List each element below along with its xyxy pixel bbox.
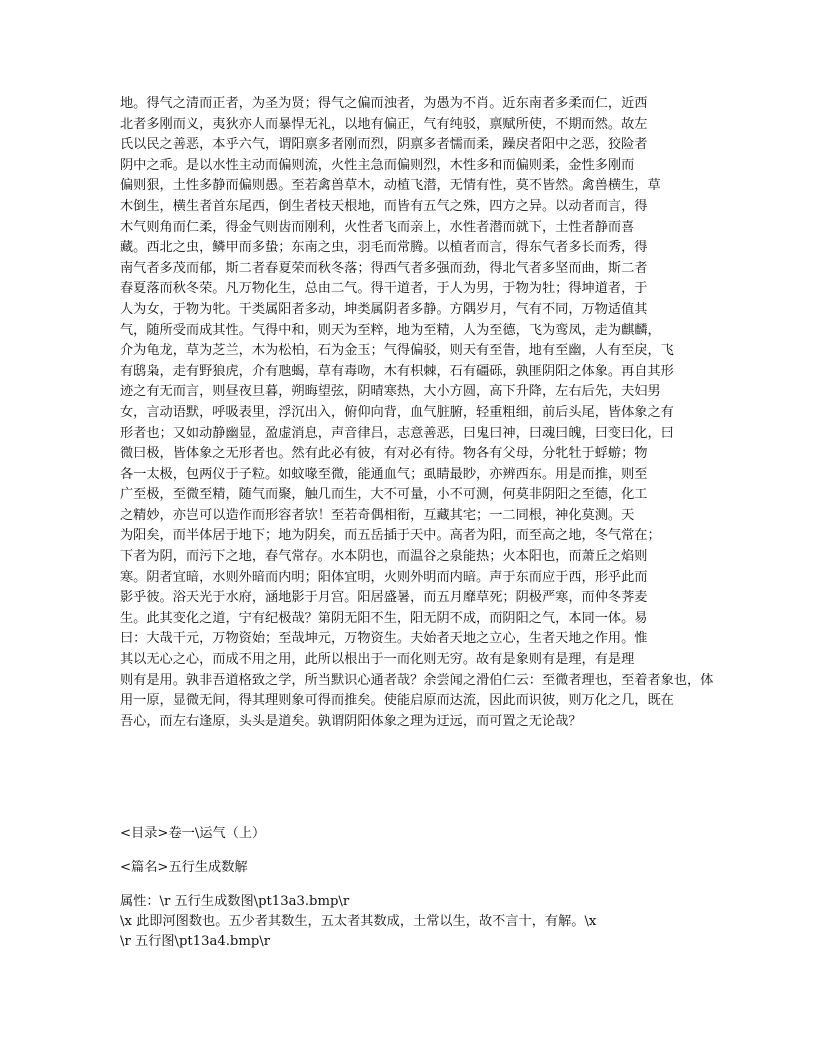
body-line: 有鸱枭，走有野狼虎，介有虺蝎，草有毒吻，木有枳棘，石有礓砾，孰匪阴阳之体象。再自其形	[120, 363, 674, 379]
body-line: 广至极，至微至精，随气而聚，触几而生，大不可量，小不可测，何莫非阴阳之至德，化工	[120, 487, 648, 503]
body-line: 影乎彼。浴天光于水府，涵地影于月宫。阳居盛暑，而五月靡草死；阴极严寒，而仲冬荠麦	[120, 590, 648, 606]
body-line: 春夏落而秋冬荣。凡万物化生，总由二气。得干道者，于人为男，于物为牡；得坤道者，于	[120, 281, 648, 297]
attribute-block	[120, 892, 596, 952]
body-line: 形者也；又如动静幽显，盈虚消息，声音律吕，志意善恶，曰鬼曰神，曰魂曰魄，曰变曰化，曰	[120, 425, 674, 441]
body-line: 下者为阴，而污下之地，春气常存。水本阴也，而温谷之泉能热；火本阳也，而萧丘之焰则	[120, 549, 648, 565]
body-line: 北者多刚而义，夷狄亦人而暴悍无礼，以地有偏正，气有纯驳，禀赋所使，不期而然。故左	[120, 116, 648, 132]
body-line: 则有是用。孰非吾道格致之学，所当默识心通者哉？余尝闻之滑伯仁云：至微者理也，至着者象也，体	[120, 672, 714, 688]
body-line: 阴中之乖。是以水性主动而偏则流，火性主急而偏则烈，木性多和而偏则柔，金性多刚而	[120, 157, 635, 173]
section-title: <篇名>五行生成数解	[120, 860, 248, 875]
body-line: 生。此其变化之道，宁有纪极哉？第阴无阳不生，阳无阴不成，而阴阳之气，本同一体。易	[120, 610, 648, 626]
body-line: 介为龟龙，草为芝兰，木为松柏，石为金玉；气得偏驳，则天有至眚，地有至幽，人有至戾，飞	[120, 343, 674, 359]
attribute-line: \r 五行图\pt13a4.bmp\r	[120, 934, 271, 949]
body-line: 各一太极，包两仪于子粒。如蚊喙至微，能通血气；虱睛最眇，亦辨西东。用是而推，则至	[120, 466, 648, 482]
body-text	[120, 94, 714, 732]
body-line: 用一原，显微无间，得其理则象可得而推矣。使能启原而达流，因此而识彼，则万化之几，既在	[120, 693, 674, 709]
body-line: 木倒生，横生者首东尾西，倒生者枝天根地，而皆有五气之殊，四方之异。以动者而言，得	[120, 198, 648, 214]
body-line: 微曰极，皆体象之无形者也。然有此必有彼，有对必有待。物各有父母，分牝牡于蜉蝣；物	[120, 446, 648, 462]
body-line: 寒。阴者宜暗，水则外暗而内明；阳体宜明，火则外明而内暗。声于东而应于西，形乎此而	[120, 569, 648, 585]
catalog-heading: <目录>卷一\运气（上）	[120, 826, 266, 841]
body-line: 气，随所受而成其性。气得中和，则天为至粹，地为至精，人为至德，飞为鸾凤，走为麒麟，	[120, 322, 661, 338]
body-line: 女，言动语默，呼吸表里，浮沉出入，俯仰向背，血气脏腑，轻重粗细，前后头尾，皆体象之有	[120, 404, 674, 420]
body-line: 氏以民之善恶，本乎六气，谓阳禀多者刚而烈，阴禀多者懦而柔，躁戾者阳中之恶，狡险者	[120, 137, 648, 153]
body-line: 南气者多茂而郁，斯二者春夏荣而秋冬落；得西气者多强而劲，得北气者多坚而曲，斯二者	[120, 260, 648, 276]
body-line: 偏则狠，土性多静而偏则愚。至若禽兽草木，动植飞潜，无情有性，莫不皆然。禽兽横生，草	[120, 178, 661, 194]
body-line: 藏。西北之虫，鳞甲而多蛰；东南之虫，羽毛而常腾。以植者而言，得东气者多长而秀，得	[120, 240, 648, 256]
body-line: 曰：大哉干元，万物资始；至哉坤元，万物资生。夫始者天地之立心，生者天地之作用。惟	[120, 631, 648, 647]
body-line: 吾心，而左右逢原，头头是道矣。孰谓阴阳体象之理为迂远，而可置之无论哉？	[120, 713, 582, 729]
body-line: 之精妙，亦岂可以造作而形容者欤！至若奇偶相衔，互藏其宅；一二同根，神化莫测。天	[120, 507, 635, 523]
body-line: 迹之有无而言，则昼夜旦暮，朔晦望弦，阴晴寒热，大小方圆，高下升降，左右后先，夫妇男	[120, 384, 661, 400]
body-line: 人为女，于物为牝。干类属阳者多动，坤类属阴者多静。方隅岁月，气有不同，万物适值其	[120, 301, 648, 317]
body-line: 地。得气之清而正者，为圣为贤；得气之偏而浊者，为愚为不肖。近东南者多柔而仁，近西	[120, 96, 648, 111]
body-line: 其以无心之心，而成不用之用，此所以根出于一而化则无穷。故有是象则有是理，有是理	[120, 652, 635, 668]
body-line: 木气则角而仁柔，得金气则齿而刚利，火性者飞而亲上，水性者潜而就下，土性者静而喜	[120, 219, 635, 235]
attribute-line: \x 此即河图数也。五少者其数生，五太者其数成，土常以生，故不言十，有解。\x	[120, 914, 597, 929]
attribute-line: 属性：\r 五行生成数图\pt13a3.bmp\r	[120, 894, 350, 909]
body-line: 为阳矣，而半体居于地下；地为阴矣，而五岳插于天中。高者为阳，而至高之地，冬气常在；	[120, 528, 661, 544]
